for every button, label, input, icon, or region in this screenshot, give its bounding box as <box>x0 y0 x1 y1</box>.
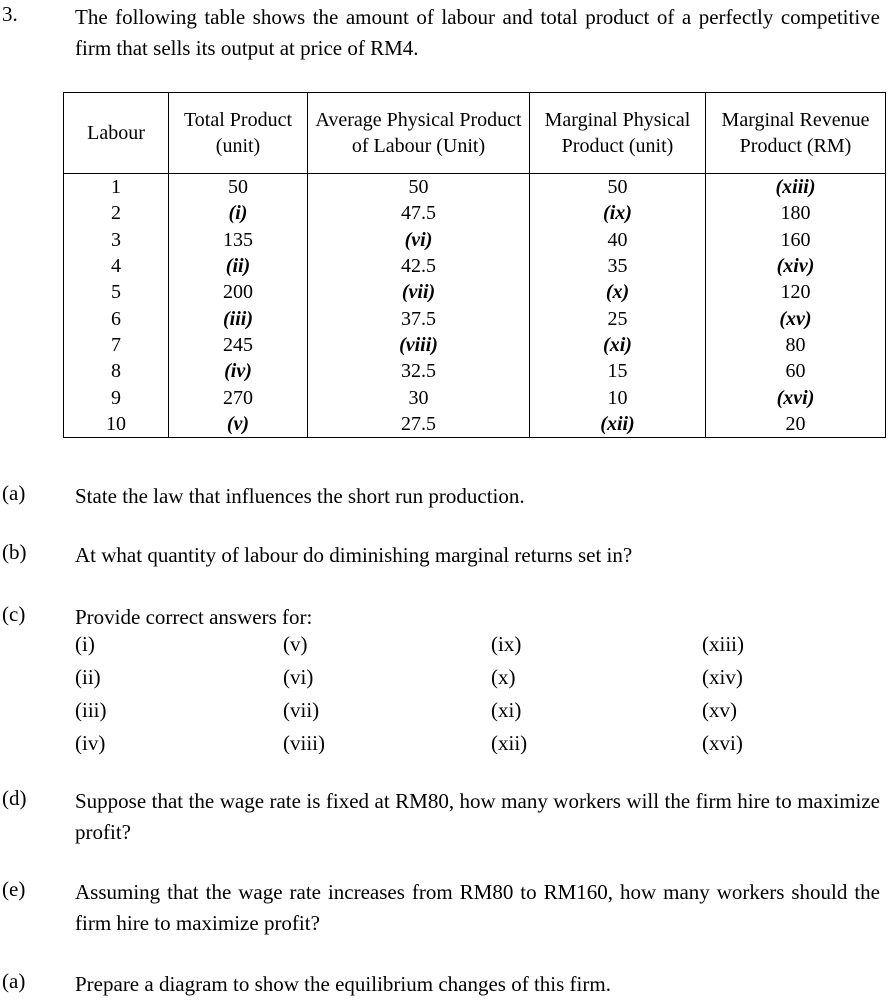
header-total-product: Total Product (unit) <box>169 93 308 174</box>
answer-item: (iii) <box>75 698 107 722</box>
header-marginal-physical-product: Marginal Physical Product (unit) <box>530 93 706 174</box>
cell-marginal-revenue-product: (xiii) <box>706 174 886 201</box>
cell-marginal-physical-product: 10 <box>530 384 706 410</box>
cell-labour: 5 <box>64 279 169 305</box>
table-row <box>64 227 886 253</box>
table-row <box>64 358 886 384</box>
table-row <box>64 174 886 201</box>
question-c-label: (c) <box>2 602 26 626</box>
cell-marginal-physical-product: 15 <box>530 358 706 384</box>
question-e-label: (e) <box>2 877 26 901</box>
labour-product-table <box>63 92 886 438</box>
cell-total-product: 50 <box>169 174 308 201</box>
answer-item: (viii) <box>283 731 325 755</box>
question-a-text: State the law that influences the short run production. <box>75 484 525 508</box>
cell-marginal-physical-product: 25 <box>530 305 706 331</box>
cell-marginal-revenue-product: (xv) <box>706 305 886 331</box>
question-a-label: (a) <box>2 481 26 505</box>
cell-total-product: (ii) <box>169 253 308 279</box>
cell-labour: 8 <box>64 358 169 384</box>
cell-marginal-physical-product: (x) <box>530 279 706 305</box>
cell-labour: 1 <box>64 174 169 201</box>
answer-item: (x) <box>491 665 516 689</box>
cell-marginal-physical-product: 40 <box>530 227 706 253</box>
cell-marginal-physical-product: (ix) <box>530 200 706 226</box>
cell-marginal-physical-product: 50 <box>530 174 706 201</box>
cell-average-physical-product: 47.5 <box>308 200 530 226</box>
cell-marginal-revenue-product: 180 <box>706 200 886 226</box>
question-b-text: At what quantity of labour do diminishing marginal returns set in? <box>75 543 633 567</box>
cell-marginal-revenue-product: 60 <box>706 358 886 384</box>
question-f-text: Prepare a diagram to show the equilibrium changes of this firm. <box>75 972 611 996</box>
table-row <box>64 384 886 410</box>
answer-item: (v) <box>283 632 308 656</box>
cell-marginal-revenue-product: 120 <box>706 279 886 305</box>
table-row <box>64 332 886 358</box>
cell-labour: 7 <box>64 332 169 358</box>
cell-total-product: (i) <box>169 200 308 226</box>
cell-average-physical-product: 27.5 <box>308 411 530 438</box>
header-average-physical-product: Average Physical Product of Labour (Unit) <box>308 93 530 174</box>
answer-item: (ix) <box>491 632 522 656</box>
cell-labour: 2 <box>64 200 169 226</box>
cell-labour: 10 <box>64 411 169 438</box>
answer-item: (i) <box>75 632 95 656</box>
table-row <box>64 305 886 331</box>
answer-item: (xiv) <box>702 665 743 689</box>
table-row <box>64 279 886 305</box>
question-b-label: (b) <box>2 540 27 564</box>
answer-item: (xvi) <box>702 731 743 755</box>
question-number: 3. <box>2 2 18 26</box>
cell-average-physical-product: 42.5 <box>308 253 530 279</box>
header-marginal-revenue-product: Marginal Revenue Product (RM) <box>706 93 886 174</box>
cell-total-product: (iii) <box>169 305 308 331</box>
answer-item: (xv) <box>702 698 737 722</box>
cell-labour: 3 <box>64 227 169 253</box>
table-row <box>64 200 886 226</box>
cell-total-product: 270 <box>169 384 308 410</box>
answer-item: (xi) <box>491 698 522 722</box>
cell-average-physical-product: 50 <box>308 174 530 201</box>
cell-average-physical-product: (vi) <box>308 227 530 253</box>
answer-item: (iv) <box>75 731 106 755</box>
question-f-label: (a) <box>2 969 26 993</box>
cell-marginal-physical-product: (xi) <box>530 332 706 358</box>
cell-marginal-revenue-product: 80 <box>706 332 886 358</box>
cell-average-physical-product: (vii) <box>308 279 530 305</box>
question-d-label: (d) <box>2 786 27 810</box>
table-header-row <box>64 93 886 174</box>
answer-item: (vi) <box>283 665 314 689</box>
question-d-text: Suppose that the wage rate is fixed at RM80, how many workers will the firm hire to maximize profit? <box>75 789 880 844</box>
cell-total-product: 200 <box>169 279 308 305</box>
answer-item: (xiii) <box>702 632 744 656</box>
header-labour: Labour <box>64 93 169 174</box>
cell-marginal-physical-product: (xii) <box>530 411 706 438</box>
cell-total-product: (iv) <box>169 358 308 384</box>
cell-total-product: 245 <box>169 332 308 358</box>
cell-average-physical-product: (viii) <box>308 332 530 358</box>
answer-item: (vii) <box>283 698 320 722</box>
answer-item: (ii) <box>75 665 101 689</box>
answer-item: (xii) <box>491 731 528 755</box>
cell-marginal-revenue-product: (xvi) <box>706 384 886 410</box>
cell-marginal-revenue-product: (xiv) <box>706 253 886 279</box>
question-c-text: Provide correct answers for: <box>75 605 313 629</box>
cell-average-physical-product: 37.5 <box>308 305 530 331</box>
cell-marginal-revenue-product: 160 <box>706 227 886 253</box>
cell-marginal-physical-product: 35 <box>530 253 706 279</box>
cell-marginal-revenue-product: 20 <box>706 411 886 438</box>
table-row <box>64 411 886 438</box>
cell-total-product: 135 <box>169 227 308 253</box>
cell-labour: 4 <box>64 253 169 279</box>
cell-total-product: (v) <box>169 411 308 438</box>
cell-labour: 6 <box>64 305 169 331</box>
question-intro: The following table shows the amount of labour and total product of a perfectly competitive firm that sells its output at price of RM4. <box>75 5 880 60</box>
cell-labour: 9 <box>64 384 169 410</box>
table-row <box>64 253 886 279</box>
cell-average-physical-product: 30 <box>308 384 530 410</box>
cell-average-physical-product: 32.5 <box>308 358 530 384</box>
question-e-text: Assuming that the wage rate increases from RM80 to RM160, how many workers should the firm hire to maximize profit? <box>75 880 880 935</box>
